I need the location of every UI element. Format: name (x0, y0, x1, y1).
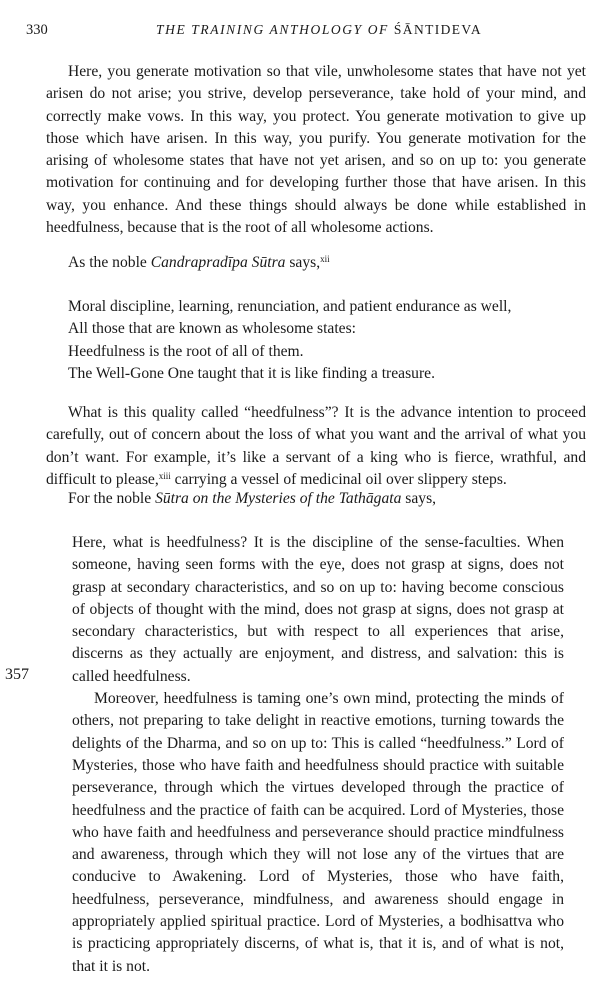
citation-1-pre: As the noble (68, 254, 151, 271)
paragraph-2 (46, 402, 586, 491)
verse-line: The Well-Gone One taught that it is like finding a treasure. (68, 364, 435, 382)
footnote-ref-xiii: xiii (158, 470, 171, 481)
verse-line: All those that are known as wholesome states: (68, 320, 356, 338)
paragraph-1 (46, 61, 586, 239)
page-number: 330 (26, 22, 48, 38)
citation-2-pre: For the noble (68, 490, 156, 507)
citation-2-title: Sūtra on the Mysteries of the Tathāgata (155, 490, 402, 507)
verse-quote (68, 296, 511, 385)
margin-reference-number: 357 (5, 666, 29, 683)
citation-1 (68, 252, 330, 274)
block-quote (72, 532, 564, 978)
citation-2 (68, 488, 436, 510)
citation-2-post: says, (401, 490, 437, 507)
paragraph-2-text-b: carrying a vessel of medicinal oil over slippery steps. (170, 470, 507, 488)
running-head (156, 22, 482, 38)
footnote-ref-xii: xii (320, 254, 330, 264)
block-quote-paragraph: Here, what is heedfulness? It is the discipline of the sense-faculties. When someone, having seen forms with the eye, does not grasp at signs, does not grasp at secondary characteristics, and so on up to: having become conscious of objects of thought with the mind, does not grasp at signs, does not grasp at secondary characteristics, but with respect to all experiences that arise, discerns as they actually are enjoyment, and distress, and salvation: this is called heedfulness. (72, 534, 564, 685)
running-head-author: ŚĀNTIDEVA (393, 22, 482, 37)
paragraph-1-text: Here, you generate motivation so that vile, unwholesome states that have not yet arisen do not arise; you strive, develop perseverance, take hold of your mind, and correctly make vows. In this way, you protect. You generate motivation to give up those which have arisen. In this way, you purify. You generate motivation for the arising of wholesome states that have not yet arisen, and so on up to: you generate motivation for continuing and for developing further those that have arisen. In this way, you enhance. And these things should always be done while established in heedfulness, because that is the root of all wholesome actions. (46, 63, 586, 237)
paragraph-2-text-a: What is this quality called “heedfulness”? It is the advance intention to proceed carefully, out of concern about the loss of what you want and the arrival of what you don’t want. For example, it’s like a servant of a king who is fierce, wrathful, and difficult to please, (46, 404, 586, 488)
verse-line: Heedfulness is the root of all of them. (68, 342, 304, 360)
verse-line: Moral discipline, learning, renunciation, and patient endurance as well, (68, 298, 512, 315)
citation-1-title: Candrapradīpa Sūtra (150, 254, 286, 271)
citation-1-post: says, (285, 254, 321, 271)
block-quote-paragraph: Moreover, heedfulness is taming one’s own mind, protecting the minds of others, not preparing to take delight in reactive emotions, turning towards the delights of the Dharma, and so on up to: This is called “heedfulness.” Lord of Mysteries, those who have faith and heedfulness should practice with suitable perseverance, through which the virtues developed through the practice of heedfulness and the practice of faith can be acquired. Lord of Mysteries, those who have faith and heedfulness and perseverance should practice mindfulness and awareness, through which they will not lose any of the virtues that are conducive to Awakening. Lord of Mysteries, those who have faith, heedfulness, perseverance, mindfulness, and awareness should engage in appropriately applied spiritual practice. Lord of Mysteries, a bodhisattva who is practicing appropriately discerns, of what is, that it is, and of what is not, that it is not. (72, 690, 564, 975)
running-head-title: THE TRAINING ANTHOLOGY OF (156, 22, 394, 37)
page-header (26, 22, 580, 42)
